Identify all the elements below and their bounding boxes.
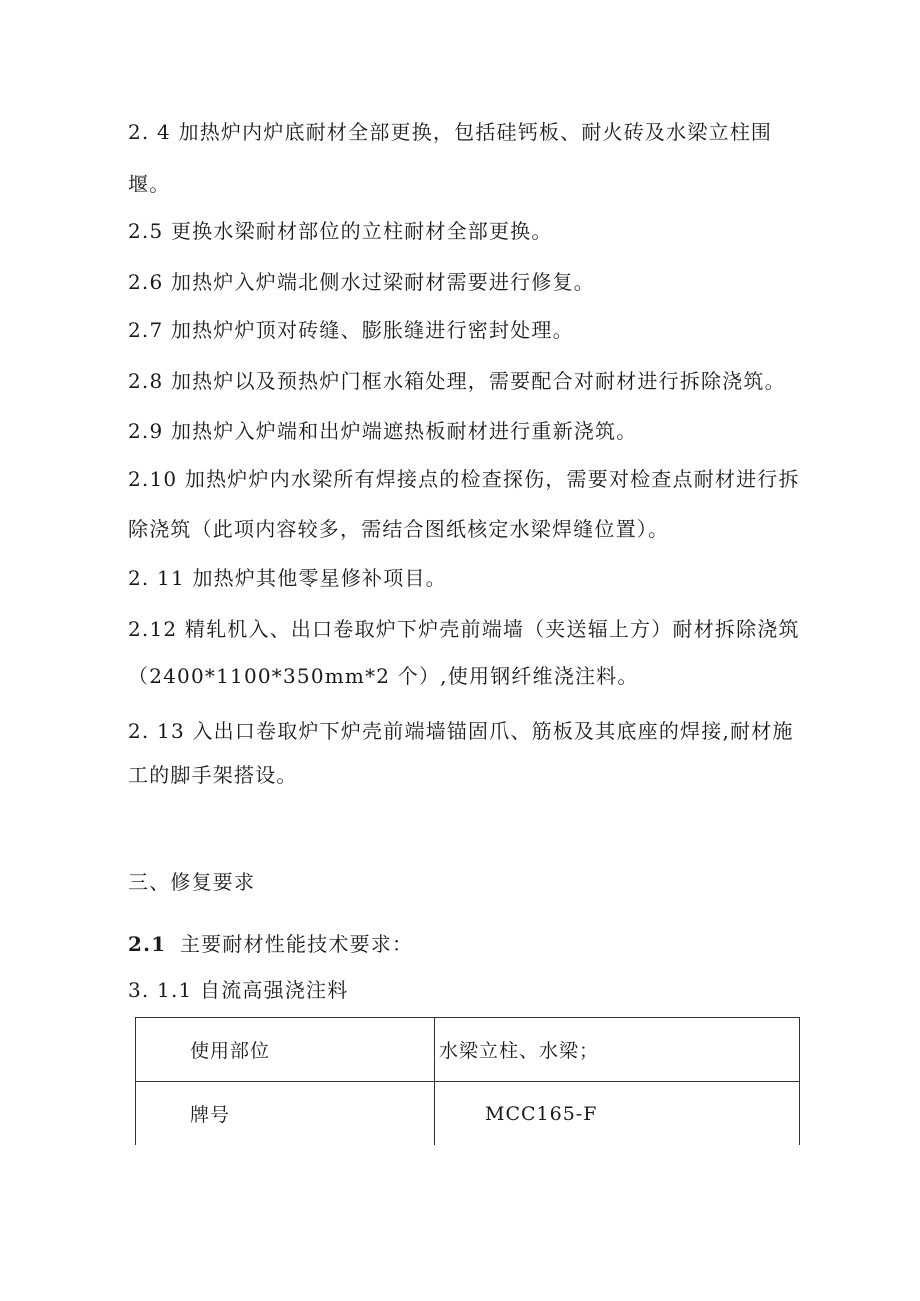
table-cell-label: 牌号 <box>136 1082 435 1146</box>
item-2-5: 2.5 更换水梁耐材部位的立柱耐材全部更换。 <box>128 219 553 243</box>
item-2-9: 2.9 加热炉入炉端和出炉端遮热板耐材进行重新浇筑。 <box>128 419 638 443</box>
item-2-7: 2.7 加热炉炉顶对砖缝、膨胀缝进行密封处理。 <box>128 318 574 342</box>
item-2-10-line2: 除浇筑（此项内容较多，需结合图纸核定水梁焊缝位置）。 <box>128 517 670 541</box>
table-cell-value: 水梁立柱、水梁； <box>435 1018 800 1082</box>
item-2-8: 2.8 加热炉以及预热炉门框水箱处理，需要配合对耐材进行拆除浇筑。 <box>128 369 786 393</box>
subsection-title: 主要耐材性能技术要求： <box>179 932 414 956</box>
table-row <box>136 1082 800 1146</box>
item-2-11: 2. 11 加热炉其他零星修补项目。 <box>128 566 447 590</box>
section-heading: 三、修复要求 <box>128 870 256 894</box>
item-2-10-line1: 2.10 加热炉炉内水梁所有焊接点的检查探伤，需要对检查点耐材进行拆 <box>128 467 800 491</box>
subsubsection-3-1-1: 3. 1.1 自流高强浇注料 <box>128 978 349 1002</box>
subsection-2-1 <box>128 931 413 957</box>
item-2-12-line2: （2400*1100*350mm*2 个）,使用钢纤维浇注料。 <box>128 664 639 688</box>
item-2-4-line2: 堰。 <box>128 172 171 196</box>
item-2-13-line2: 工的脚手架搭设。 <box>128 763 298 787</box>
subsection-number: 2.1 <box>128 932 167 956</box>
item-2-13-line1: 2. 13 入出口卷取炉下炉壳前端墙锚固爪、筋板及其底座的焊接,耐材施 <box>128 719 794 743</box>
table-row <box>136 1018 800 1082</box>
spec-table <box>135 1017 800 1145</box>
table-cell-value: MCC165-F <box>435 1082 800 1146</box>
item-2-4-line1: 2. 4 加热炉内炉底耐材全部更换，包括硅钙板、耐火砖及水梁立柱围 <box>128 120 773 144</box>
table-cell-label: 使用部位 <box>136 1018 435 1082</box>
item-2-12-line1: 2.12 精轧机入、出口卷取炉下炉壳前端墙（夹送辐上方）耐材拆除浇筑 <box>128 617 800 641</box>
item-2-6: 2.6 加热炉入炉端北侧水过梁耐材需要进行修复。 <box>128 270 595 294</box>
